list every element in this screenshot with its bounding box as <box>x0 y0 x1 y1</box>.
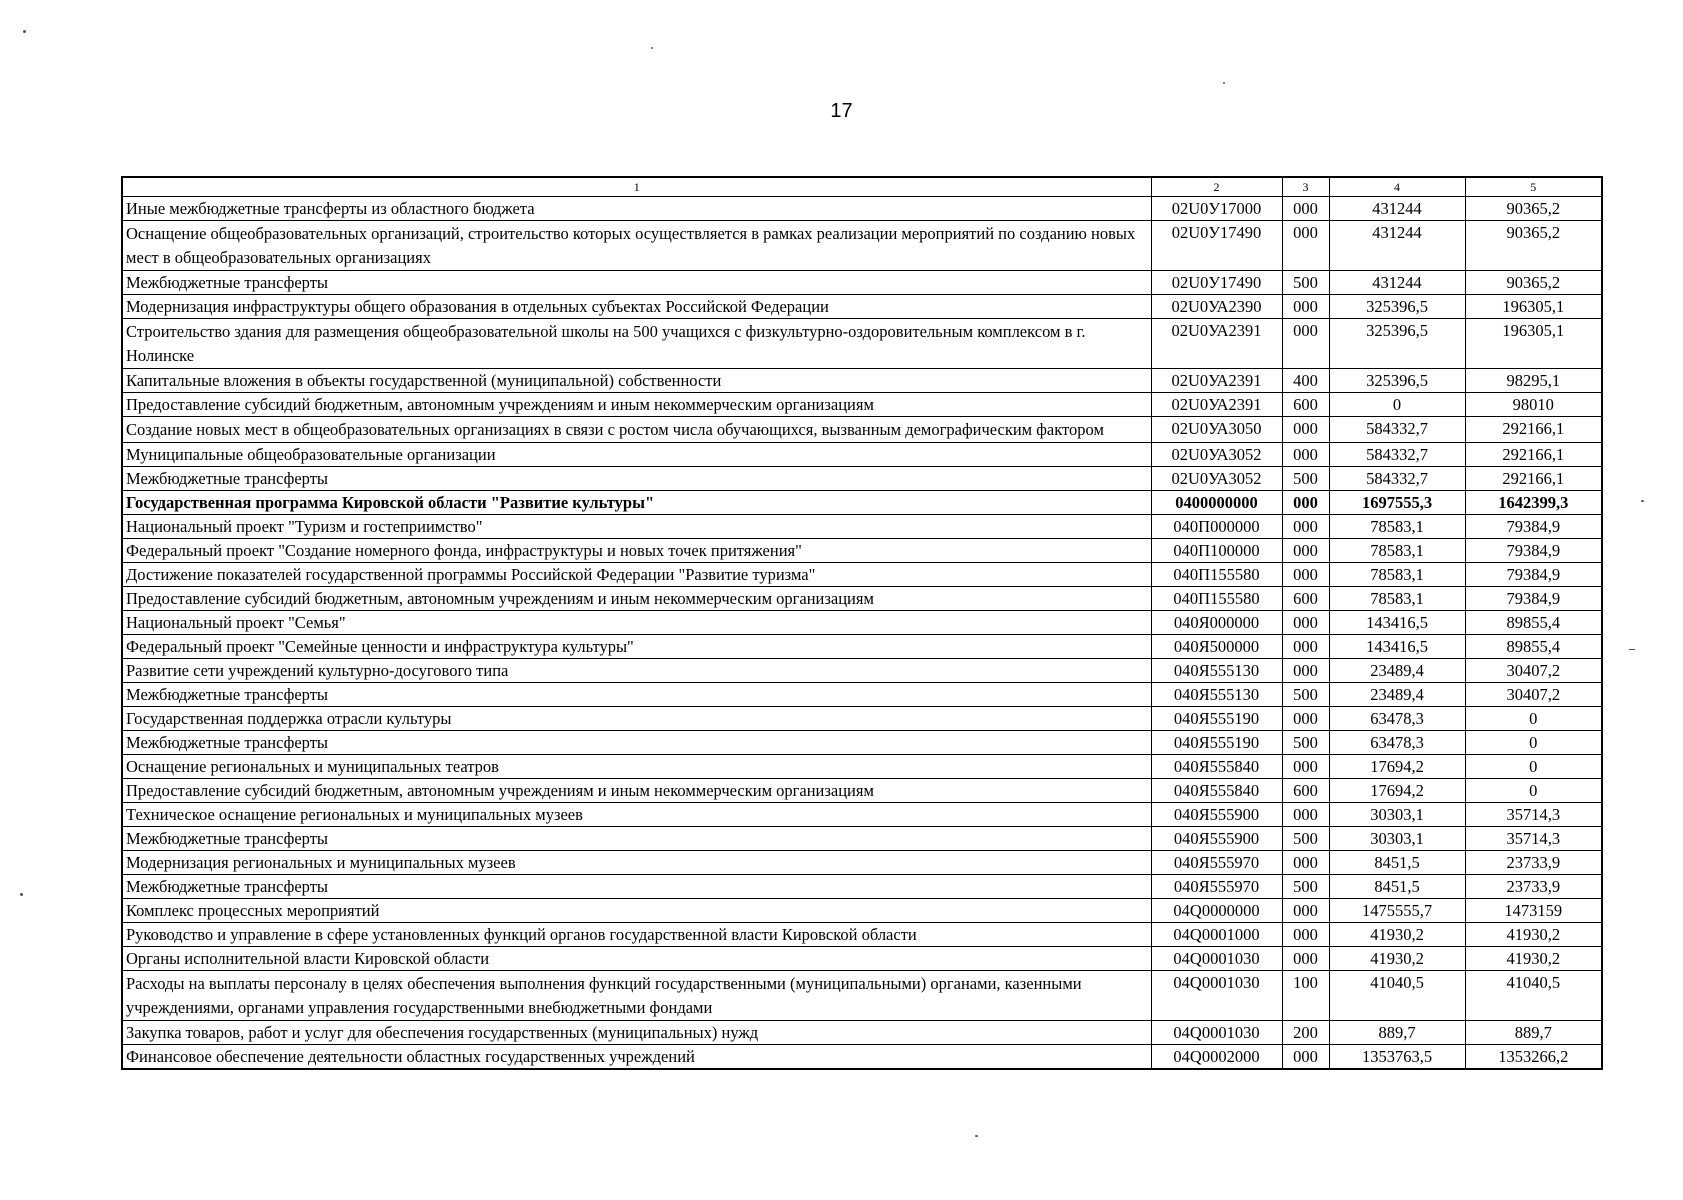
row-name: Предоставление субсидий бюджетным, автономным учреждениям и иным некоммерческим организациям <box>122 587 1151 611</box>
row-type: 000 <box>1282 515 1329 539</box>
row-name: Органы исполнительной власти Кировской области <box>122 947 1151 971</box>
row-value-col5: 0 <box>1465 755 1602 779</box>
row-value-col4: 63478,3 <box>1329 731 1465 755</box>
row-code: 040Я555970 <box>1151 875 1282 899</box>
row-name: Развитие сети учреждений культурно-досугового типа <box>122 659 1151 683</box>
row-code: 040П000000 <box>1151 515 1282 539</box>
row-type: 500 <box>1282 467 1329 491</box>
table-row <box>122 515 1602 539</box>
row-name: Руководство и управление в сфере установленных функций органов государственной власти Кировской области <box>122 923 1151 947</box>
row-value-col5: 0 <box>1465 707 1602 731</box>
row-name: Межбюджетные трансферты <box>122 683 1151 707</box>
row-value-col4: 889,7 <box>1329 1021 1465 1045</box>
row-value-col4: 78583,1 <box>1329 515 1465 539</box>
row-value-col5: 89855,4 <box>1465 611 1602 635</box>
row-name: Межбюджетные трансферты <box>122 271 1151 295</box>
row-code: 02U0У17000 <box>1151 197 1282 221</box>
row-type: 100 <box>1282 971 1329 1021</box>
row-code: 040П155580 <box>1151 587 1282 611</box>
row-type: 000 <box>1282 295 1329 319</box>
row-code: 02U0УА3052 <box>1151 443 1282 467</box>
row-type: 000 <box>1282 611 1329 635</box>
row-value-col5: 1353266,2 <box>1465 1045 1602 1070</box>
row-code: 040П155580 <box>1151 563 1282 587</box>
row-value-col4: 325396,5 <box>1329 369 1465 393</box>
row-code: 040Я555970 <box>1151 851 1282 875</box>
row-value-col4: 584332,7 <box>1329 467 1465 491</box>
row-value-col4: 23489,4 <box>1329 659 1465 683</box>
row-value-col5: 196305,1 <box>1465 319 1602 369</box>
table-row <box>122 1021 1602 1045</box>
row-value-col4: 143416,5 <box>1329 611 1465 635</box>
row-name: Расходы на выплаты персоналу в целях обеспечения выполнения функций государственными (муниципальными) органами, казенными учреждениями, органами управления государственными внебюджетными фондами <box>122 971 1151 1021</box>
table-row <box>122 417 1602 443</box>
row-value-col4: 1353763,5 <box>1329 1045 1465 1070</box>
row-value-col4: 431244 <box>1329 271 1465 295</box>
row-value-col4: 8451,5 <box>1329 851 1465 875</box>
row-type: 000 <box>1282 923 1329 947</box>
row-code: 040Я555840 <box>1151 779 1282 803</box>
row-code: 04Q0002000 <box>1151 1045 1282 1070</box>
row-value-col5: 196305,1 <box>1465 295 1602 319</box>
row-type: 600 <box>1282 587 1329 611</box>
table-row <box>122 659 1602 683</box>
row-type: 500 <box>1282 827 1329 851</box>
row-code: 040Я555840 <box>1151 755 1282 779</box>
row-name: Предоставление субсидий бюджетным, автономным учреждениям и иным некоммерческим организациям <box>122 779 1151 803</box>
budget-table-body <box>122 177 1602 1069</box>
row-name: Межбюджетные трансферты <box>122 731 1151 755</box>
row-name: Капитальные вложения в объекты государственной (муниципальной) собственности <box>122 369 1151 393</box>
row-name: Закупка товаров, работ и услуг для обеспечения государственных (муниципальных) нужд <box>122 1021 1151 1045</box>
row-name: Национальный проект "Туризм и гостеприимство" <box>122 515 1151 539</box>
row-type: 000 <box>1282 1045 1329 1070</box>
row-value-col5: 30407,2 <box>1465 683 1602 707</box>
row-type: 000 <box>1282 443 1329 467</box>
row-name: Строительство здания для размещения общеобразовательной школы на 500 учащихся с физкультурно-оздоровительным комплексом в г. Нолинске <box>122 319 1151 369</box>
row-value-col5: 35714,3 <box>1465 803 1602 827</box>
row-name: Государственная поддержка отрасли культуры <box>122 707 1151 731</box>
table-row <box>122 803 1602 827</box>
row-value-col4: 325396,5 <box>1329 295 1465 319</box>
table-row <box>122 563 1602 587</box>
row-type: 000 <box>1282 417 1329 443</box>
row-name: Создание новых мест в общеобразовательных организациях в связи с ростом числа обучающихся, вызванным демографическим фактором <box>122 417 1151 443</box>
row-value-col5: 41930,2 <box>1465 923 1602 947</box>
row-code: 04Q0001000 <box>1151 923 1282 947</box>
table-row <box>122 467 1602 491</box>
column-number: 4 <box>1329 177 1465 197</box>
row-name: Муниципальные общеобразовательные организации <box>122 443 1151 467</box>
row-value-col5: 79384,9 <box>1465 539 1602 563</box>
table-row <box>122 539 1602 563</box>
row-name: Модернизация региональных и муниципальных музеев <box>122 851 1151 875</box>
column-number: 3 <box>1282 177 1329 197</box>
row-value-col5: 90365,2 <box>1465 221 1602 271</box>
row-value-col4: 63478,3 <box>1329 707 1465 731</box>
row-code: 04Q0000000 <box>1151 899 1282 923</box>
row-value-col5: 1473159 <box>1465 899 1602 923</box>
row-value-col5: 98295,1 <box>1465 369 1602 393</box>
table-row <box>122 197 1602 221</box>
row-value-col4: 17694,2 <box>1329 779 1465 803</box>
row-value-col4: 30303,1 <box>1329 827 1465 851</box>
table-row <box>122 491 1602 515</box>
row-code: 02U0УА3052 <box>1151 467 1282 491</box>
row-value-col5: 889,7 <box>1465 1021 1602 1045</box>
row-value-col4: 143416,5 <box>1329 635 1465 659</box>
table-row <box>122 443 1602 467</box>
row-type: 000 <box>1282 803 1329 827</box>
row-name: Достижение показателей государственной программы Российской Федерации "Развитие туризма" <box>122 563 1151 587</box>
row-value-col5: 35714,3 <box>1465 827 1602 851</box>
row-value-col5: 292166,1 <box>1465 443 1602 467</box>
row-name: Федеральный проект "Создание номерного фонда, инфраструктуры и новых точек притяжения" <box>122 539 1151 563</box>
table-row <box>122 731 1602 755</box>
row-code: 040Я555900 <box>1151 803 1282 827</box>
row-value-col4: 78583,1 <box>1329 563 1465 587</box>
scan-speck <box>1629 649 1635 650</box>
row-type: 000 <box>1282 491 1329 515</box>
row-type: 500 <box>1282 875 1329 899</box>
row-name: Модернизация инфраструктуры общего образования в отдельных субъектах Российской Федерации <box>122 295 1151 319</box>
row-type: 500 <box>1282 271 1329 295</box>
budget-table <box>121 176 1603 1070</box>
table-row <box>122 271 1602 295</box>
row-type: 200 <box>1282 1021 1329 1045</box>
row-value-col4: 23489,4 <box>1329 683 1465 707</box>
row-value-col4: 78583,1 <box>1329 587 1465 611</box>
row-name: Техническое оснащение региональных и муниципальных музеев <box>122 803 1151 827</box>
column-number: 2 <box>1151 177 1282 197</box>
row-value-col5: 98010 <box>1465 393 1602 417</box>
row-value-col4: 584332,7 <box>1329 443 1465 467</box>
row-type: 000 <box>1282 197 1329 221</box>
row-value-col4: 325396,5 <box>1329 319 1465 369</box>
table-row <box>122 393 1602 417</box>
row-value-col5: 90365,2 <box>1465 271 1602 295</box>
row-code: 04Q0001030 <box>1151 947 1282 971</box>
row-name: Межбюджетные трансферты <box>122 467 1151 491</box>
row-code: 040Я500000 <box>1151 635 1282 659</box>
row-code: 02U0УА2391 <box>1151 393 1282 417</box>
row-code: 04Q0001030 <box>1151 971 1282 1021</box>
row-value-col4: 1475555,7 <box>1329 899 1465 923</box>
scan-speck <box>1223 82 1225 84</box>
row-name: Финансовое обеспечение деятельности областных государственных учреждений <box>122 1045 1151 1070</box>
row-value-col5: 23733,9 <box>1465 875 1602 899</box>
row-code: 040П100000 <box>1151 539 1282 563</box>
row-value-col4: 8451,5 <box>1329 875 1465 899</box>
row-type: 000 <box>1282 659 1329 683</box>
table-row <box>122 851 1602 875</box>
row-value-col5: 79384,9 <box>1465 515 1602 539</box>
table-row <box>122 755 1602 779</box>
row-value-col4: 0 <box>1329 393 1465 417</box>
table-row <box>122 899 1602 923</box>
row-code: 02U0УА3050 <box>1151 417 1282 443</box>
scan-speck <box>975 1135 978 1137</box>
row-name: Оснащение региональных и муниципальных театров <box>122 755 1151 779</box>
row-type: 000 <box>1282 755 1329 779</box>
row-value-col4: 431244 <box>1329 221 1465 271</box>
table-row <box>122 947 1602 971</box>
table-row <box>122 369 1602 393</box>
row-value-col4: 41930,2 <box>1329 923 1465 947</box>
row-name: Национальный проект "Семья" <box>122 611 1151 635</box>
row-name: Межбюджетные трансферты <box>122 827 1151 851</box>
row-value-col5: 79384,9 <box>1465 587 1602 611</box>
row-code: 02U0УА2391 <box>1151 369 1282 393</box>
row-type: 000 <box>1282 707 1329 731</box>
row-type: 500 <box>1282 731 1329 755</box>
scan-speck <box>23 30 26 33</box>
row-code: 02U0УА2390 <box>1151 295 1282 319</box>
table-row <box>122 635 1602 659</box>
scan-speck <box>1641 500 1644 502</box>
row-name: Комплекс процессных мероприятий <box>122 899 1151 923</box>
table-row <box>122 875 1602 899</box>
scan-speck <box>651 47 653 49</box>
row-code: 04Q0001030 <box>1151 1021 1282 1045</box>
row-type: 500 <box>1282 683 1329 707</box>
row-value-col5: 79384,9 <box>1465 563 1602 587</box>
row-name: Предоставление субсидий бюджетным, автономным учреждениям и иным некоммерческим организациям <box>122 393 1151 417</box>
row-type: 000 <box>1282 899 1329 923</box>
row-value-col5: 90365,2 <box>1465 197 1602 221</box>
table-row <box>122 779 1602 803</box>
table-row <box>122 295 1602 319</box>
page-number: 17 <box>830 100 853 122</box>
row-type: 000 <box>1282 851 1329 875</box>
table-row <box>122 1045 1602 1070</box>
row-code: 040Я555130 <box>1151 659 1282 683</box>
row-type: 000 <box>1282 319 1329 369</box>
row-code: 02U0У17490 <box>1151 221 1282 271</box>
row-name: Федеральный проект "Семейные ценности и инфраструктура культуры" <box>122 635 1151 659</box>
row-value-col5: 30407,2 <box>1465 659 1602 683</box>
table-row <box>122 319 1602 369</box>
row-name: Оснащение общеобразовательных организаций, строительство которых осуществляется в рамках реализации мероприятий по созданию новых мест в общеобразовательных организациях <box>122 221 1151 271</box>
row-value-col4: 584332,7 <box>1329 417 1465 443</box>
row-code: 040Я000000 <box>1151 611 1282 635</box>
row-name: Государственная программа Кировской области "Развитие культуры" <box>122 491 1151 515</box>
table-row <box>122 221 1602 271</box>
row-code: 0400000000 <box>1151 491 1282 515</box>
row-type: 600 <box>1282 393 1329 417</box>
row-name: Межбюджетные трансферты <box>122 875 1151 899</box>
row-value-col5: 292166,1 <box>1465 417 1602 443</box>
table-row <box>122 923 1602 947</box>
row-value-col4: 1697555,3 <box>1329 491 1465 515</box>
row-value-col4: 78583,1 <box>1329 539 1465 563</box>
row-code: 02U0УА2391 <box>1151 319 1282 369</box>
row-value-col4: 41930,2 <box>1329 947 1465 971</box>
row-type: 000 <box>1282 563 1329 587</box>
table-row <box>122 707 1602 731</box>
row-type: 000 <box>1282 635 1329 659</box>
row-code: 040Я555190 <box>1151 707 1282 731</box>
table-row <box>122 587 1602 611</box>
row-type: 000 <box>1282 947 1329 971</box>
row-name: Иные межбюджетные трансферты из областного бюджета <box>122 197 1151 221</box>
row-value-col5: 292166,1 <box>1465 467 1602 491</box>
row-value-col5: 0 <box>1465 731 1602 755</box>
row-value-col4: 30303,1 <box>1329 803 1465 827</box>
row-value-col4: 41040,5 <box>1329 971 1465 1021</box>
column-number: 5 <box>1465 177 1602 197</box>
table-row <box>122 971 1602 1021</box>
row-type: 400 <box>1282 369 1329 393</box>
table-row <box>122 611 1602 635</box>
table-row <box>122 827 1602 851</box>
column-number: 1 <box>122 177 1151 197</box>
row-value-col5: 41040,5 <box>1465 971 1602 1021</box>
row-code: 040Я555130 <box>1151 683 1282 707</box>
row-value-col4: 17694,2 <box>1329 755 1465 779</box>
scan-speck <box>20 893 23 896</box>
row-value-col5: 1642399,3 <box>1465 491 1602 515</box>
row-value-col5: 89855,4 <box>1465 635 1602 659</box>
row-value-col5: 0 <box>1465 779 1602 803</box>
row-type: 600 <box>1282 779 1329 803</box>
row-value-col5: 23733,9 <box>1465 851 1602 875</box>
row-code: 040Я555190 <box>1151 731 1282 755</box>
row-value-col4: 431244 <box>1329 197 1465 221</box>
row-code: 02U0У17490 <box>1151 271 1282 295</box>
row-value-col5: 41930,2 <box>1465 947 1602 971</box>
column-number-row <box>122 177 1602 197</box>
table-row <box>122 683 1602 707</box>
row-code: 040Я555900 <box>1151 827 1282 851</box>
row-type: 000 <box>1282 539 1329 563</box>
row-type: 000 <box>1282 221 1329 271</box>
